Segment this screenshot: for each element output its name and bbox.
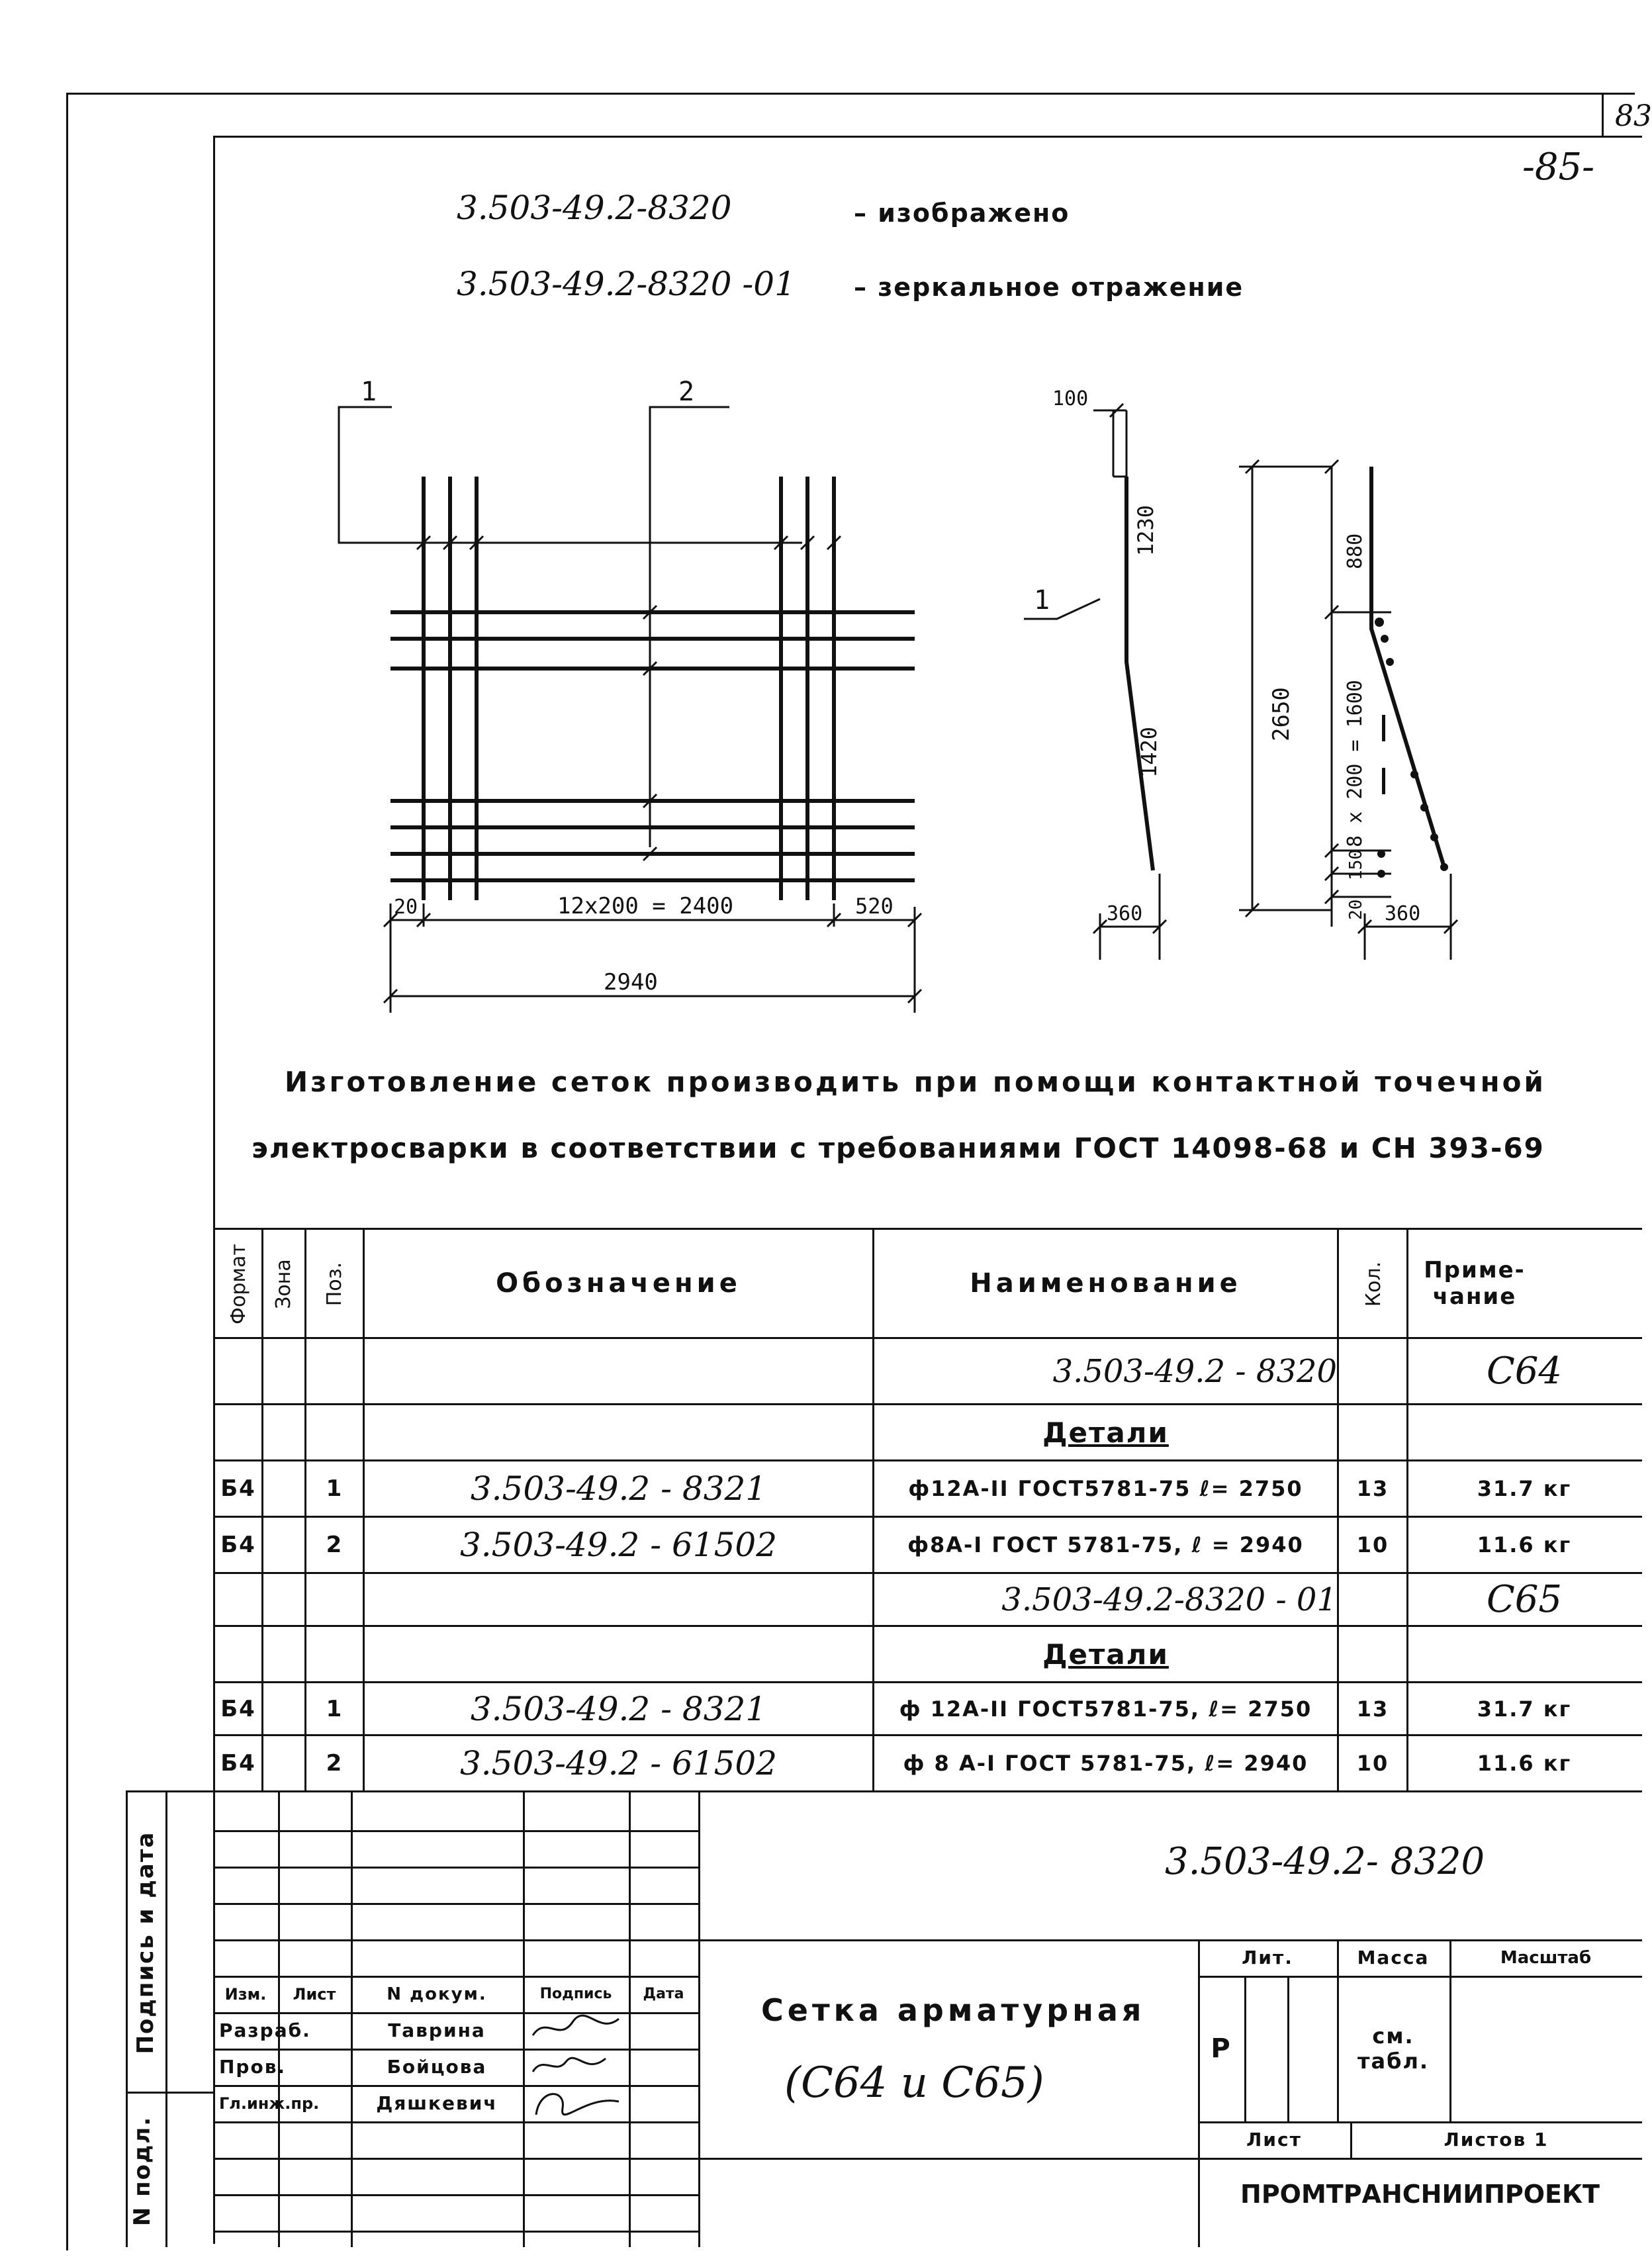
scale-label: Масштаб bbox=[1500, 1947, 1592, 1968]
cell-pos bbox=[306, 1627, 363, 1681]
mass-label: Масса bbox=[1357, 1947, 1430, 1968]
dim-360a: 360 bbox=[1107, 902, 1143, 925]
cell-pos: 1 bbox=[326, 1475, 344, 1502]
outer-left-border bbox=[66, 93, 68, 2250]
dim-150: 150 bbox=[1346, 849, 1366, 880]
cell-qty: 10 bbox=[1356, 1751, 1389, 1776]
frame-top-border bbox=[213, 136, 1642, 138]
cell-designation: 3.503-49.2 - 61502 bbox=[459, 1744, 778, 1782]
col-list: Лист bbox=[293, 1984, 336, 2004]
cell-name: 3.503-49.2-8320 - 01 bbox=[1001, 1581, 1337, 1618]
note-line-1: Изготовление сеток производить при помощи контактной точечной bbox=[285, 1066, 1546, 1098]
cell-note bbox=[1408, 1627, 1640, 1681]
leader-pos1 bbox=[339, 407, 802, 543]
cell-name: ф 8 А-I ГОСТ 5781-75, ℓ= 2940 bbox=[903, 1751, 1308, 1776]
cell-pos: 2 bbox=[326, 1750, 344, 1777]
dim-1420: 1420 bbox=[1136, 726, 1162, 778]
dim-880: 880 bbox=[1344, 533, 1367, 569]
dim-20b: 20 bbox=[1346, 899, 1366, 920]
mass-value: см. табл. bbox=[1357, 2023, 1430, 2074]
side-signature-date: Подпись и дата bbox=[132, 1831, 159, 2055]
cell-name: ф 12А-II ГОСТ5781-75, ℓ= 2750 bbox=[899, 1696, 1312, 1722]
pos1-label: 1 bbox=[361, 377, 377, 407]
cell-pos: 2 bbox=[326, 1532, 344, 1558]
cell-format bbox=[215, 1574, 261, 1625]
cell-format: Б4 bbox=[220, 1532, 256, 1558]
header-format: Формат bbox=[226, 1244, 250, 1324]
lit-value: Р bbox=[1211, 2033, 1232, 2064]
cell-note: С65 bbox=[1486, 1578, 1563, 1621]
name-checker: Бойцова bbox=[387, 2056, 487, 2078]
signatures bbox=[526, 2009, 625, 2125]
cell-note bbox=[1408, 1405, 1640, 1459]
title-line-1: Сетка арматурная bbox=[761, 1992, 1146, 2028]
page-mark: -85- bbox=[1522, 146, 1595, 189]
side-inv-no: N подл. bbox=[129, 2115, 156, 2227]
dim-8x200: 8 x 200 = 1600 bbox=[1344, 680, 1367, 847]
role-checker: Пров. bbox=[219, 2056, 287, 2078]
header-note: Приме-чание bbox=[1424, 1257, 1526, 1310]
header-text-1: – изображено bbox=[854, 199, 1070, 228]
dim-20: 20 bbox=[394, 896, 418, 919]
header-designation: Обозначение bbox=[496, 1268, 741, 1299]
sheets-label: Листов 1 bbox=[1444, 2129, 1549, 2151]
cell-designation bbox=[365, 1627, 872, 1681]
pos2-label: 2 bbox=[678, 377, 695, 407]
dim-2650: 2650 bbox=[1268, 687, 1295, 741]
cell-note: С64 bbox=[1486, 1350, 1563, 1393]
outer-top-border bbox=[66, 93, 1635, 95]
col-izm: Изм. bbox=[224, 1984, 267, 2004]
cell-designation: 3.503-49.2 - 8321 bbox=[470, 1469, 767, 1508]
role-developer: Разраб. bbox=[219, 2019, 311, 2041]
cell-note: 31.7 кг bbox=[1477, 1696, 1572, 1722]
corner-box-edge bbox=[1602, 93, 1604, 136]
cell-name: Детали bbox=[1042, 1638, 1169, 1671]
header-qty: Кол. bbox=[1361, 1261, 1385, 1307]
cell-note: 31.7 кг bbox=[1477, 1476, 1572, 1501]
cell-designation bbox=[365, 1574, 872, 1625]
dim-1230: 1230 bbox=[1133, 504, 1158, 556]
cell-qty: 13 bbox=[1356, 1476, 1389, 1501]
title-line-2: (С64 и С65) bbox=[784, 2059, 1044, 2107]
cell-pos bbox=[306, 1405, 363, 1459]
cell-format bbox=[215, 1339, 261, 1403]
note-line-2: электросварки в соответствии с требованиями ГОСТ 14098-68 и СН 393-69 bbox=[252, 1132, 1545, 1164]
cell-name: ф12А-II ГОСТ5781-75 ℓ= 2750 bbox=[908, 1476, 1303, 1501]
dim-100: 100 bbox=[1052, 387, 1089, 410]
side-pos1-label: 1 bbox=[1034, 585, 1050, 616]
dim-520: 520 bbox=[855, 894, 894, 919]
header-text-2: – зеркальное отражение bbox=[854, 273, 1244, 302]
header-pos: Поз. bbox=[322, 1262, 346, 1307]
mesh-drawing bbox=[213, 344, 1636, 1039]
cell-pos bbox=[306, 1339, 363, 1403]
corner-number: 83 bbox=[1615, 99, 1652, 133]
cell-note: 11.6 кг bbox=[1477, 1532, 1572, 1557]
sheet-label: Лист bbox=[1246, 2129, 1302, 2151]
cell-format: Б4 bbox=[220, 1475, 256, 1502]
dim-360b: 360 bbox=[1385, 902, 1421, 925]
cell-pos: 1 bbox=[326, 1695, 344, 1722]
cell-qty: 13 bbox=[1356, 1696, 1389, 1722]
header-zone: Зона bbox=[271, 1259, 295, 1309]
doc-code: 3.503-49.2- 8320 bbox=[1165, 1840, 1485, 1883]
col-ndoc: N докум. bbox=[387, 1984, 487, 2004]
organization: ПРОМТРАНСНИИПРОЕКТ bbox=[1240, 2180, 1600, 2209]
cell-format: Б4 bbox=[220, 1695, 256, 1722]
cell-note: 11.6 кг bbox=[1477, 1751, 1572, 1776]
cell-name: Детали bbox=[1042, 1416, 1169, 1449]
lit-label: Лит. bbox=[1242, 1947, 1293, 1968]
cell-qty bbox=[1339, 1627, 1406, 1681]
dim-2940: 2940 bbox=[604, 969, 658, 995]
cell-name: ф8А-I ГОСТ 5781-75, ℓ = 2940 bbox=[907, 1532, 1304, 1557]
cell-qty: 10 bbox=[1356, 1532, 1389, 1557]
header-code-1: 3.503-49.2-8320 bbox=[457, 189, 732, 227]
role-chief: Гл.инж.пр. bbox=[219, 2094, 320, 2113]
side-view-bar-2 bbox=[1371, 467, 1444, 867]
cell-qty bbox=[1339, 1574, 1406, 1625]
cell-designation: 3.503-49.2 - 61502 bbox=[459, 1526, 778, 1564]
col-date: Дата bbox=[643, 1986, 684, 2002]
cell-format bbox=[215, 1405, 261, 1459]
cell-format: Б4 bbox=[220, 1750, 256, 1777]
name-developer: Таврина bbox=[388, 2019, 486, 2041]
col-sign: Подпись bbox=[539, 1986, 612, 2002]
cell-designation bbox=[365, 1339, 872, 1403]
cell-qty bbox=[1339, 1405, 1406, 1459]
dim-12x200: 12x200 = 2400 bbox=[557, 893, 734, 919]
cell-pos bbox=[306, 1574, 363, 1625]
header-code-2: 3.503-49.2-8320 -01 bbox=[457, 265, 796, 303]
header-name: Наименование bbox=[970, 1268, 1242, 1299]
name-chief: Дяшкевич bbox=[376, 2092, 498, 2114]
cell-designation: 3.503-49.2 - 8321 bbox=[470, 1689, 767, 1728]
cell-designation bbox=[365, 1405, 872, 1459]
cell-qty bbox=[1339, 1339, 1406, 1403]
cell-name: 3.503-49.2 - 8320 bbox=[1052, 1352, 1337, 1390]
leader-pos2 bbox=[650, 407, 729, 847]
cell-format bbox=[215, 1627, 261, 1681]
